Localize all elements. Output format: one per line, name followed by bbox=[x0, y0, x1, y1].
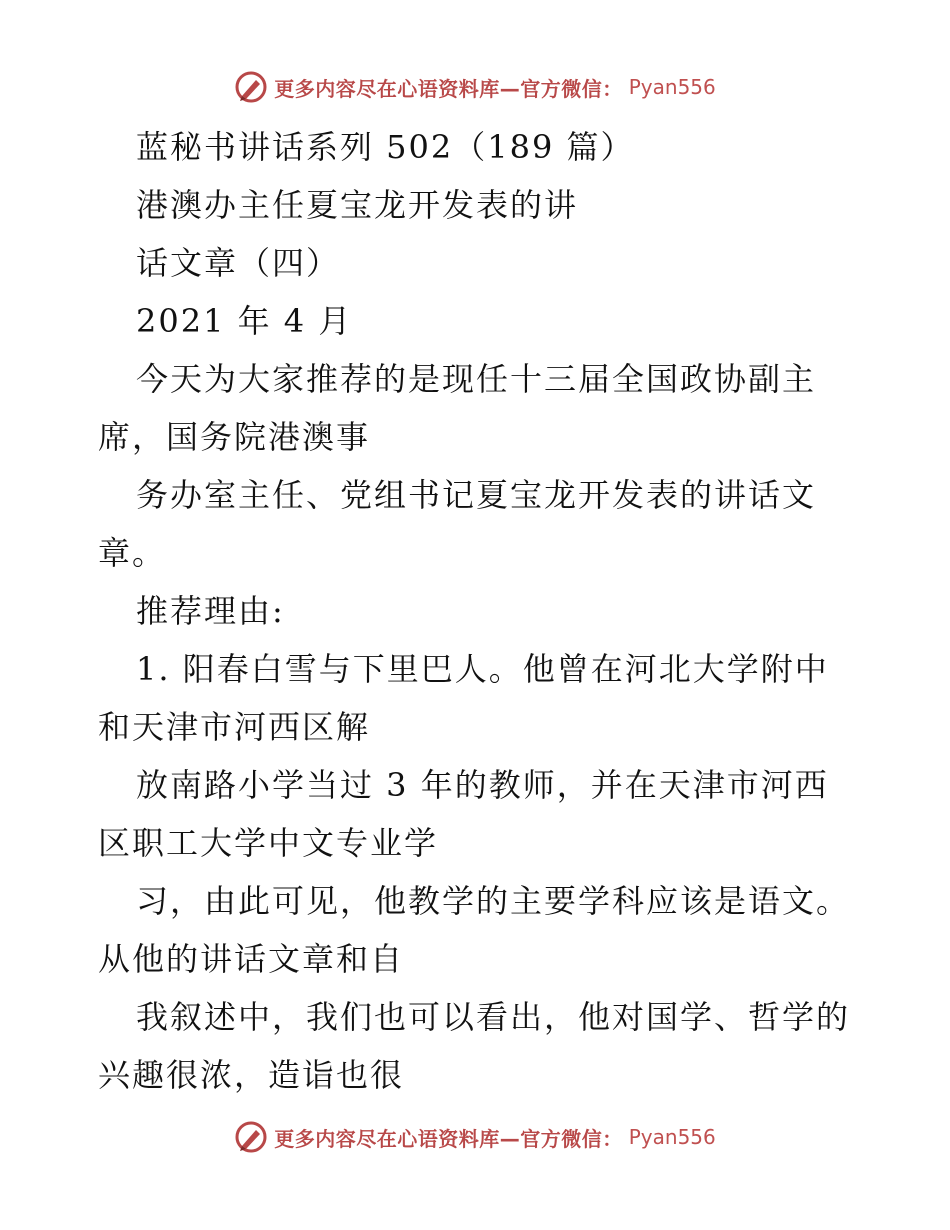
document-line: 放南路小学当过 3 年的教师，并在天津市河西 bbox=[136, 766, 829, 804]
document-title-line: 蓝秘书讲话系列 502（189 篇） bbox=[136, 128, 635, 166]
document-line: 章。 bbox=[98, 534, 167, 572]
document-line: 我叙述中，我们也可以看出，他对国学、哲学的 bbox=[136, 998, 851, 1036]
document-line: 1. 阳春白雪与下里巴人。他曾在河北大学附中 bbox=[136, 650, 829, 688]
document-line: 今天为大家推荐的是现任十三届全国政协副主 bbox=[136, 360, 817, 398]
watermark-text: 更多内容尽在心语资料库—官方微信： bbox=[274, 1126, 623, 1151]
document-line: 兴趣很浓，造诣也很 bbox=[98, 1056, 405, 1094]
document-line: 区职工大学中文专业学 bbox=[98, 824, 439, 862]
document-line: 习，由此可见，他教学的主要学科应该是语文。 bbox=[136, 882, 851, 920]
watermark-contact: Pyan556 bbox=[628, 1125, 716, 1149]
watermark-contact: Pyan556 bbox=[628, 75, 716, 99]
document-line: 和天津市河西区解 bbox=[98, 708, 371, 746]
document-line: 从他的讲话文章和自 bbox=[98, 940, 405, 978]
document-line: 务办室主任、党组书记夏宝龙开发表的讲话文 bbox=[136, 476, 817, 514]
header-watermark-banner bbox=[0, 70, 950, 104]
watermark-text: 更多内容尽在心语资料库—官方微信： bbox=[274, 76, 623, 101]
pen-logo-icon bbox=[234, 70, 268, 104]
document-line: 推荐理由: bbox=[136, 592, 285, 630]
document-body bbox=[98, 118, 858, 1104]
document-date-line: 2021 年 4 月 bbox=[136, 302, 353, 340]
document-line: 席，国务院港澳事 bbox=[98, 418, 371, 456]
footer-watermark-banner bbox=[0, 1120, 950, 1154]
document-line: 港澳办主任夏宝龙开发表的讲 bbox=[136, 186, 579, 224]
pen-logo-icon bbox=[234, 1120, 268, 1154]
document-line: 话文章（四） bbox=[136, 244, 341, 282]
